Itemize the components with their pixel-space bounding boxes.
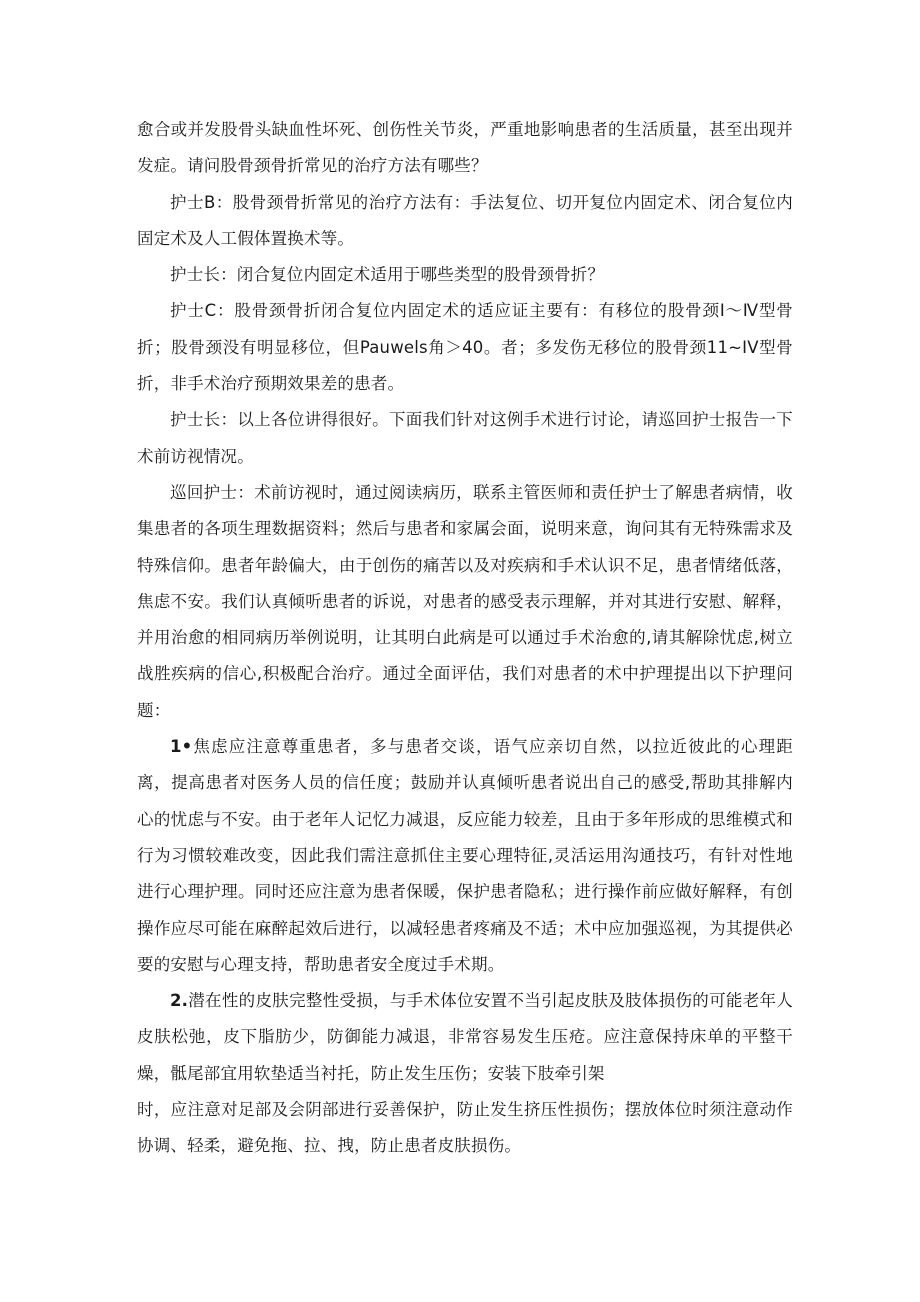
- paragraph-skin-continued: 时，应注意对足部及会阴部进行妥善保护，防止发生挤压性损伤；摆放体位时须注意动作协调、轻柔，避免拖、拉、拽，防止患者皮肤损伤。: [137, 1100, 793, 1156]
- document-body: [137, 112, 793, 1165]
- problem-text: 潜在性的皮肤完整性受损，与手术体位安置不当引起皮肤及肢体损伤的可能老年人皮肤松弛，皮下脂肪少，防御能力减退，非常容易发生压疮。应注意保持床单的平整干燥，骶尾部宜用软垫适当衬托，防止发生压伤；安装下肢牵引架: [137, 991, 793, 1083]
- paragraph-circulating-nurse: 巡回护士：术前访视时，通过阅读病历，联系主管医师和责任护士了解患者病情，收集患者的各项生理数据资料；然后与患者和家属会面，说明来意，询问其有无特殊需求及特殊信仰。患者年龄偏大，由于创伤的痛苦以及对疾病和手术认识不足，患者情绪低落，焦虑不安。我们认真倾听患者的诉说，对患者的感受表示理解，并对其进行安慰、解释，并用治愈的相同病历举例说明，让其明白此病是可以通过手术治愈的,请其解除忧虑,树立战胜疾病的信心,积极配合治疗。通过全面评估，我们对患者的术中护理提出以下护理问题：: [137, 482, 793, 720]
- paragraph-nurse-c: 护士C：股骨颈骨折闭合复位内固定术的适应证主要有：有移位的股骨颈Ⅰ～Ⅳ型骨折；股骨颈没有明显移位，但Pauwels角＞40。者；多发伤无移位的股骨颈11~IV型骨折，非手术治疗预期效果差的患者。: [137, 301, 793, 394]
- list-number: 1•: [170, 737, 193, 757]
- paragraph-nurse-b: 护士B：股骨颈骨折常见的治疗方法有：手法复位、切开复位内固定术、闭合复位内固定术及人工假体置换术等。: [137, 192, 793, 248]
- list-number: 2.: [170, 991, 189, 1011]
- paragraph-problem-anxiety: [137, 729, 793, 983]
- paragraph-intro-continued: 愈合或并发股骨头缺血性坏死、创伤性关节炎，严重地影响患者的生活质量，甚至出现并发症。请问股骨颈骨折常见的治疗方法有哪些？: [137, 120, 793, 176]
- paragraph-problem-skin: [137, 983, 793, 1092]
- paragraph-head-nurse-discussion: 护士长：以上各位讲得很好。下面我们针对这例手术进行讨论，请巡回护士报告一下术前访视情况。: [137, 410, 793, 466]
- paragraph-head-nurse-question: 护士长：闭合复位内固定术适用于哪些类型的股骨颈骨折？: [170, 265, 605, 285]
- problem-text: 焦虑应注意尊重患者，多与患者交谈，语气应亲切自然，以拉近彼此的心理距离，提高患者对医务人员的信任度；鼓励并认真倾听患者说出自己的感受,帮助其排解内心的忧虑与不安。由于老年人记忆力减退，反应能力较差，且由于多年形成的思维模式和行为习惯较难改变，因此我们需注意抓住主要心理特征,灵活运用沟通技巧，有针对性地进行心理护理。同时还应注意为患者保暖，保护患者隐私；进行操作前应做好解释，有创操作应尽可能在麻醉起效后进行，以减轻患者疼痛及不适；术中应加强巡视，为其提供必要的安慰与心理支持，帮助患者安全度过手术期。: [137, 737, 793, 974]
